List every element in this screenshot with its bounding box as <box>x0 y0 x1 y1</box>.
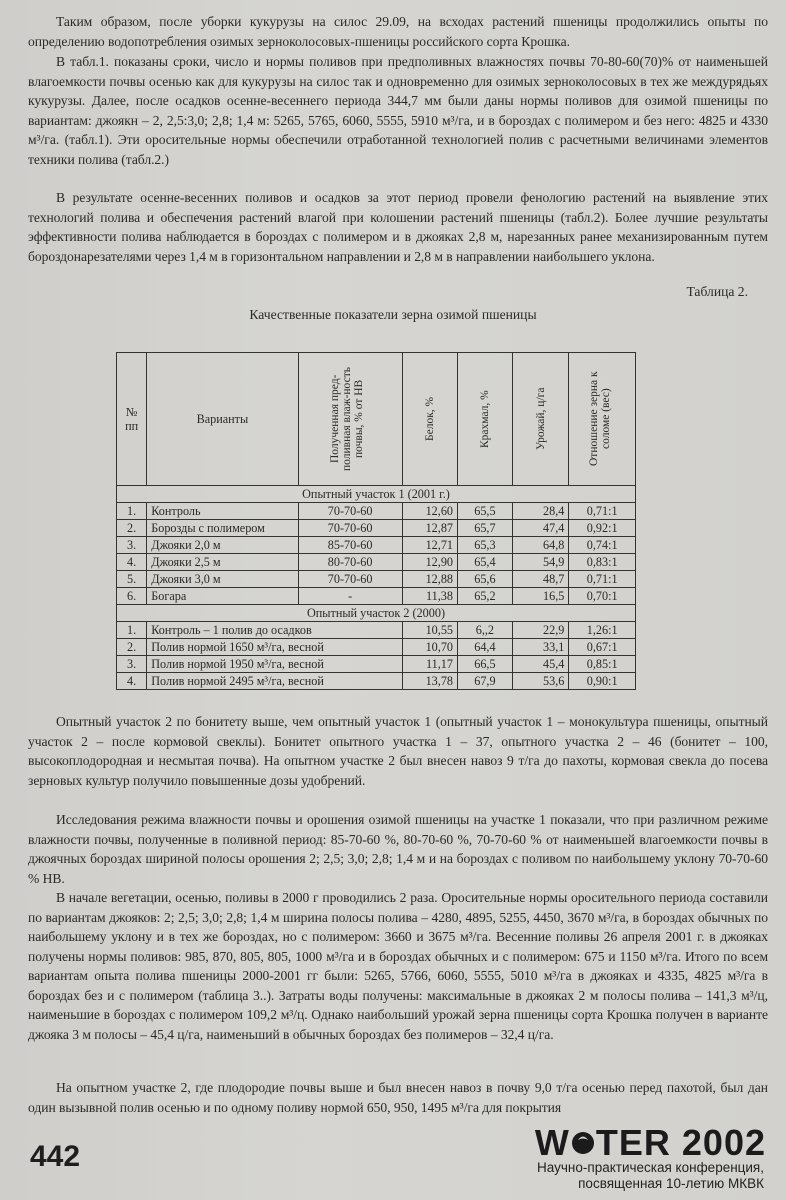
water-2002-logo: W TER 2002 <box>534 1122 766 1163</box>
paragraph-2: В табл.1. показаны сроки, число и нормы поливов при предполивных влажностях почвы 70-80-60(70)% от наименьшей влагоемкости почвы осенью как для кукурузы на силос так и одновременно для озимых зерноколосовых в тех же междурядьях кукурузы. Далее, после осадков осенне-весеннего периода 344,7 мм были даны нормы поливов для озимой пшеницы по вариантам: джоякн – 2, 2,5:3,0; 2,8; 1,4 м: 5265, 5765, 6060, 5555, 5910 м³/га, и в бороздах с полимером и без него: 4825 и 4330 м³/га. (табл.1). Эти оросительные нормы обеспечили отработанной технологией полив с расчетными величинами элементов техники полива (табл.2.) <box>28 54 768 167</box>
table-title: Качественные показатели зерна озимой пшеницы <box>249 307 537 322</box>
paragraph-5: Исследования режима влажности почвы и орошения озимой пшеницы на участке 1 показали, что при различном режиме влажности почвы, полученные в поливной период: 85-70-60 %, 80-70-60 %, 70-70-60 % от наименьшей влагоемкости почвы в джоячных бороздах шириной полосы орошения 2; 2,5; 3,0; 2,8; 1,4 м и на бороздах с поливом по наибольшему уклону 70-70-60 % НВ. <box>28 812 768 886</box>
paragraph-7: На опытном участке 2, где плодородие почвы выше и был внесен навоз в почву 9,0 т/га осенью перед пахотой, был дан один вызывной полив осенью и по одному поливу нормой 650, 950, 1495 м³/га для покрытия <box>28 1080 768 1115</box>
header-starch: Крахмал, % <box>458 353 513 486</box>
table-row: 4. Полив нормой 2495 м³/га, весной 13,78 67,9 53,6 0,90:1 <box>117 673 636 690</box>
header-ratio: Отношение зерна к соломе (вес) <box>569 353 636 486</box>
table-row: 4. Джояки 2,5 м 80-70-60 12,90 65,4 54,9 0,83:1 <box>117 554 636 571</box>
water-drop-icon <box>570 1124 596 1154</box>
paragraph-3: В результате осенне-весенних поливов и осадков за этот период провели фенологию растений на выявление этих технологий полива и обеспечения растений влагой при колошении растений пшеницы (табл.2). Более лучшие результаты эффективности полива наблюдается в бороздах с полимером и в джояках 2,8 м, нарезанных ранее механизированным путем бороздонарезателями через 1,4 м в горизонтальном направлении и 2,8 м в направлении наибольшего уклона. <box>28 190 768 264</box>
header-protein: Белок, % <box>402 353 457 486</box>
table-row: 3. Полив нормой 1950 м³/га, весной 11,17 66,5 45,4 0,85:1 <box>117 656 636 673</box>
table-header-row <box>117 353 636 486</box>
grain-quality-table <box>116 352 636 690</box>
table-label: Таблица 2. <box>686 284 748 299</box>
table-row: 5. Джояки 3,0 м 70-70-60 12,88 65,6 48,7 0,71:1 <box>117 571 636 588</box>
header-num: № пп <box>117 353 147 486</box>
table-row: 1. Контроль – 1 полив до осадков 10,55 6,,2 22,9 1,26:1 <box>117 622 636 639</box>
paragraph-6: В начале вегетации, осенью, поливы в 2000 г проводились 2 раза. Оросительные нормы оросительного периода составили по вариантам джояков: 2; 2,5; 3,0; 2,8; 1,4 м ширина полосы полива – 4280, 4895, 5255, 4450, 3670 м³/га, в бороздах обычных по наибольшему уклону и в тех же бороздах, но с полимером: 3660 и 3675 м³/га. Весенние поливы 26 апреля 2001 г. в джояках получены нормы поливов: 985, 870, 805, 805, 1000 м³/га и в бороздах обычных и с полимером: 675 и 1150 м³/га. Итого по всем вариантам опыта полива пшеницы 2000-2001 гг были: 5265, 5766, 6060, 5555, 5010 м³/га в джояках и 4335, 4825 м³/га в бороздах без и с полимером (таблица 3..). Затраты воды получены: максимальные в джояках 2 м полосы полива – 141,3 м³/ц, наименьшие в бороздах с полимером 109,2 м³/ц. Однако наибольший урожай зерна пшеницы сорта Крошка получен в варианте джояка 3 м полосы – 45,4 ц/га, наименьший в обычных бороздах без полимеров – 32,4 ц/га. <box>28 890 768 1042</box>
header-humidity: Полученная пред-поливная влаж-ность почвы, % от НВ <box>298 353 402 486</box>
page-number: 442 <box>30 1140 81 1173</box>
table-row: 6. Богара - 11,38 65,2 16,5 0,70:1 <box>117 588 636 605</box>
header-variant: Варианты <box>147 353 298 486</box>
paragraph-1: Таким образом, после уборки кукурузы на силос 29.09, на всходах растений пшеницы продолжились опыты по определению водопотребления озимых зерноколосовых-пшеницы российского сорта Крошка. <box>28 14 768 49</box>
table-row: 1. Контроль 70-70-60 12,60 65,5 28,4 0,71:1 <box>117 503 636 520</box>
table-row: 3. Джояки 2,0 м 85-70-60 12,71 65,3 64,8 0,74:1 <box>117 537 636 554</box>
section-row-plot-1: Опытный участок 1 (2001 г.) <box>117 486 636 503</box>
conference-caption: Научно-практическая конференция, посвященная 10-летию МКВК <box>537 1160 764 1191</box>
table-row: 2. Полив нормой 1650 м³/га, весной 10,70 64,4 33,1 0,67:1 <box>117 639 636 656</box>
section-row-plot-2: Опытный участок 2 (2000) <box>117 605 636 622</box>
header-yield: Урожай, ц/га <box>512 353 569 486</box>
paragraph-4: Опытный участок 2 по бонитету выше, чем опытный участок 1 (опытный участок 1 – монокультура пшеницы, опытный участок 2 – после кормовой свеклы). Бонитет опытного участка 1 – 37, опытного участка 2 – 46 (бонитет – 100, высокоплодородная и несмытая почва). На опытном участке 2 был внесен навоз 9 т/га до пахоты, кормовая свекла до посева зерновых культур получило повышенные дозы удобрений. <box>28 714 768 788</box>
table-row: 2. Борозды с полимером 70-70-60 12,87 65,7 47,4 0,92:1 <box>117 520 636 537</box>
